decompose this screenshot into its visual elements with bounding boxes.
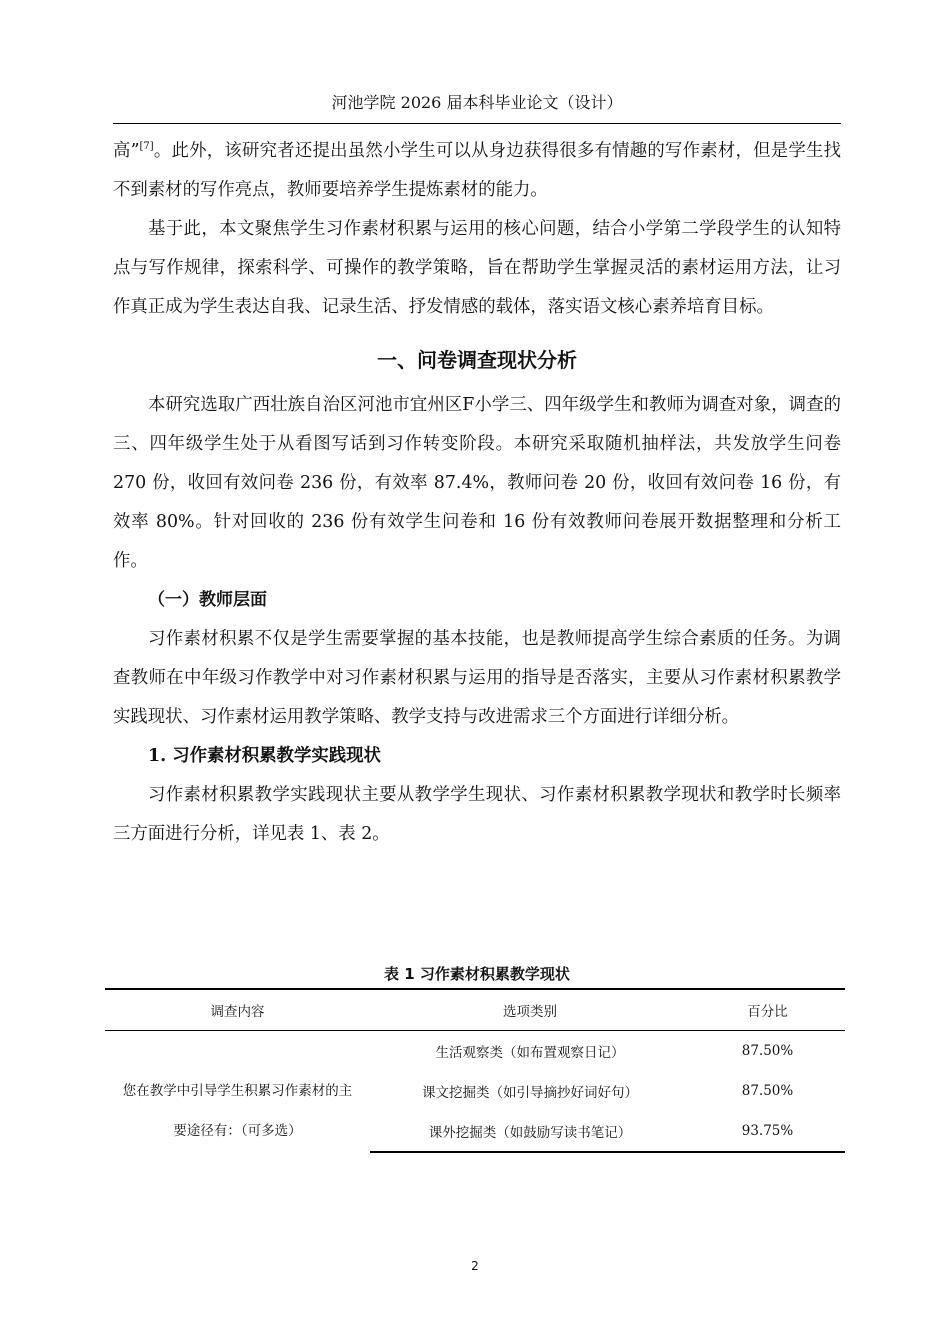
body-text	[113, 132, 841, 854]
paragraph-1-start: 高”	[113, 141, 140, 161]
percent-cell: 87.50%	[741, 1043, 794, 1059]
subsection-heading: （一）教师层面	[148, 590, 267, 610]
option-cell: 课外挖掘类（如鼓励写读书笔记）	[370, 1111, 690, 1152]
column-header-content: 调查内容	[105, 989, 370, 1031]
paragraph-1	[113, 132, 841, 210]
paragraph-3: 本研究选取广西壮族自治区河池市宜州区F小学三、四年级学生和教师为调查对象，调查的三、四年级学生处于从看图写话到习作转变阶段。本研究采取随机抽样法，共发放学生问卷 270 份，收回有效问卷 236 份，有效率 87.4%，教师问卷 20 份，收回有效问卷 16 份，有效率 80%。针对回收的 236 份有效学生问卷和 16 份有效教师问卷展开数据整理和分析工作。	[113, 395, 841, 571]
paragraph-5: 习作素材积累教学实践现状主要从教学学生现状、习作素材积累教学现状和教学时长频率三方面进行分析，详见表 1、表 2。	[113, 785, 841, 844]
running-header: 河池学院 2026 届本科毕业论文（设计）	[331, 93, 623, 112]
question-cell	[105, 1031, 370, 1153]
table-row	[105, 1031, 845, 1072]
percent-cell: 93.75%	[690, 1111, 845, 1152]
section-heading: 一、问卷调查现状分析	[377, 348, 577, 372]
question-line-2: 要途径有：（可多选）	[173, 1123, 302, 1139]
percent-cell: 87.50%	[741, 1083, 794, 1099]
paragraph-2: 基于此，本文聚焦学生习作素材积累与运用的核心问题，结合小学第二学段学生的认知特点与写作规律，探索科学、可操作的教学策略，旨在帮助学生掌握灵活的素材运用方法，让习作真正成为学生表达自我、记录生活、抒发情感的载体，落实语文核心素养培育目标。	[113, 219, 841, 317]
column-header-option: 选项类别	[370, 989, 690, 1031]
column-header-percent: 百分比	[690, 989, 845, 1031]
survey-table	[105, 988, 845, 1153]
table-caption: 表 1 习作素材积累教学现状	[384, 965, 570, 983]
option-cell: 生活观察类（如布置观察日记）	[435, 1045, 625, 1061]
option-cell: 课文挖掘类（如引导摘抄好词好句）	[422, 1085, 638, 1101]
header-rule	[113, 123, 841, 124]
table-header-row	[105, 989, 845, 1031]
citation-ref: [7]	[139, 141, 154, 153]
page-number: 2	[471, 1259, 479, 1273]
paragraph-1-rest: 。此外，该研究者还提出虽然小学生可以从身边获得很多有情趣的写作素材，但是学生找不到素材的写作亮点，教师要培养学生提炼素材的能力。	[113, 141, 841, 200]
question-line-1: 您在教学中引导学生积累习作素材的主	[122, 1083, 353, 1099]
paragraph-4: 习作素材积累不仅是学生需要掌握的基本技能，也是教师提高学生综合素质的任务。为调查教师在中年级习作教学中对习作素材积累与运用的指导是否落实，主要从习作素材积累教学实践现状、习作素材运用教学策略、教学支持与改进需求三个方面进行详细分析。	[113, 629, 841, 727]
numbered-heading: 1. 习作素材积累教学实践现状	[148, 746, 381, 766]
